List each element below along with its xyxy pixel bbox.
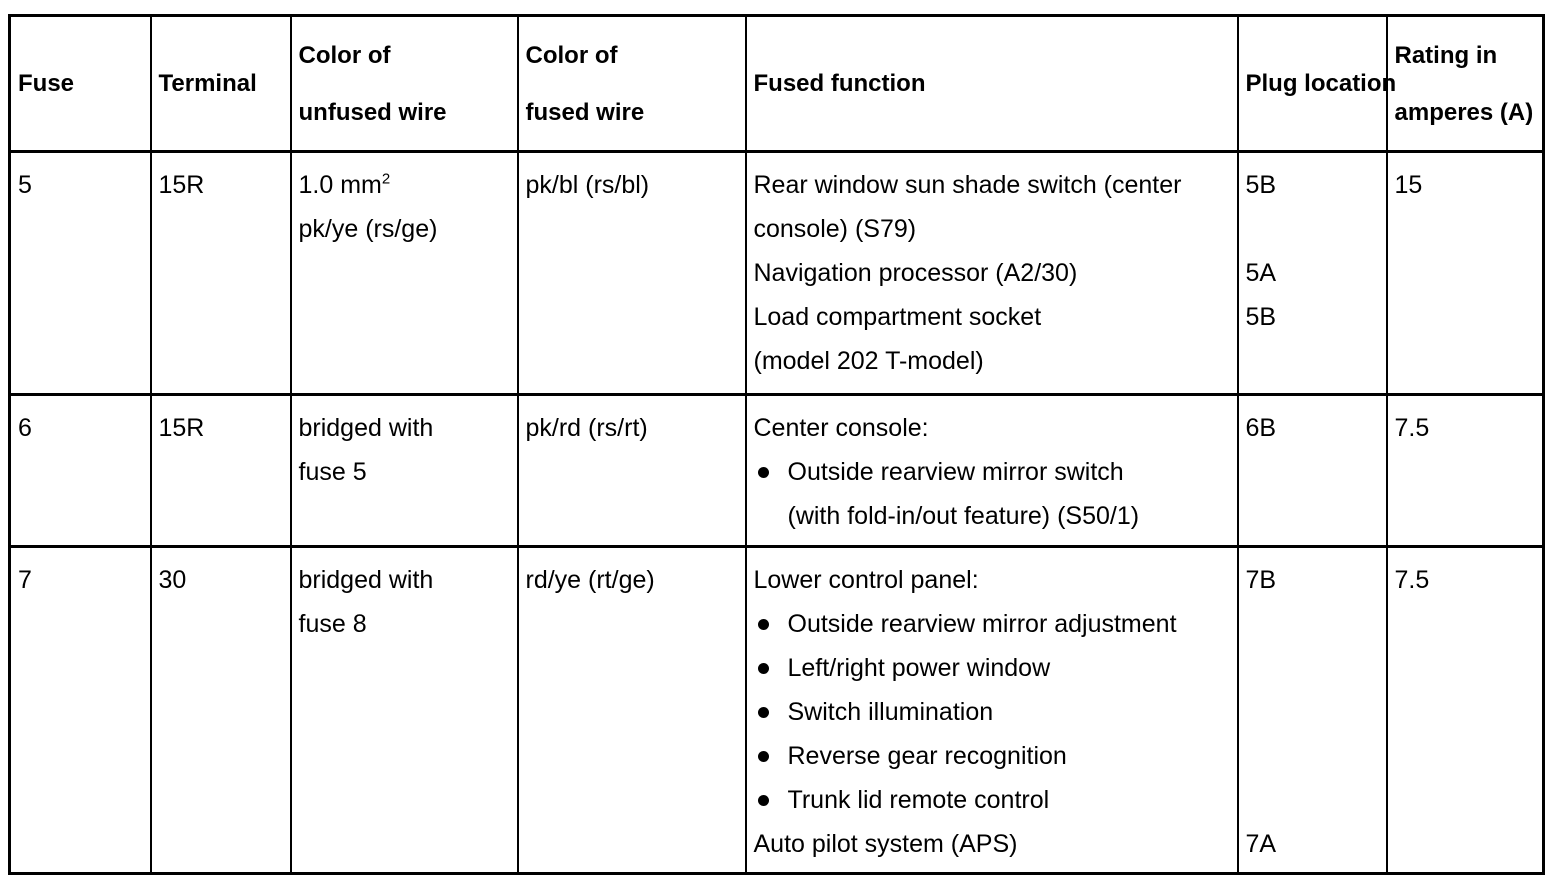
bullet-icon [758, 663, 769, 674]
fused-function: Rear window sun shade switch (center console) (S79) Navigation processor (A2/30) Load compartment socket (model 202 T-model) [746, 152, 1238, 395]
plug-location: 7B 7A [1238, 547, 1387, 874]
function-list [754, 602, 1230, 822]
bullet-icon [758, 795, 769, 806]
bullet-icon [758, 707, 769, 718]
fused-function: Center console: Outside rearview mirror switch (with fold-in/out feature) (S50/1) [746, 395, 1238, 547]
list-item: Switch illumination [754, 690, 1230, 734]
unfused-wire-color: bridged with fuse 8 [291, 547, 518, 874]
list-item: Outside rearview mirror switch [754, 450, 1230, 494]
function-list [754, 450, 1230, 538]
list-item: Outside rearview mirror adjustment [754, 602, 1230, 646]
header-fused-function: Fused function [746, 16, 1238, 152]
list-item: Reverse gear recognition [754, 734, 1230, 778]
list-item: Trunk lid remote control [754, 778, 1230, 822]
table-row [10, 152, 1544, 395]
fused-wire-color: pk/bl (rs/bl) [518, 152, 746, 395]
unfused-wire-color: 1.0 $mm^2$ pk/ye (rs/ge) [291, 152, 518, 395]
table-row [10, 395, 1544, 547]
terminal: 15R [151, 152, 291, 395]
fused-function: Lower control panel: Outside rearview mirror adjustment Left/right power window Switch illumination Reverse gear recognition Trunk lid remote control Auto pilot system (APS) [746, 547, 1238, 874]
terminal: 15R [151, 395, 291, 547]
fuse-number: 7 [10, 547, 151, 874]
list-item-continuation: (with fold-in/out feature) (S50/1) [787, 502, 1140, 530]
rating: 15 [1387, 152, 1544, 395]
fuse-number: 6 [10, 395, 151, 547]
superscript: 2 [381, 170, 391, 188]
header-fuse: Fuse [10, 16, 151, 152]
header-rating: Rating in amperes (A) [1387, 16, 1544, 152]
plug-location: 6B [1238, 395, 1387, 547]
bullet-icon [758, 467, 769, 478]
bullet-icon [758, 619, 769, 630]
table-row [10, 547, 1544, 874]
list-item: Left/right power window [754, 646, 1230, 690]
fuse-table [8, 14, 1545, 875]
unfused-wire-color: bridged with fuse 5 [291, 395, 518, 547]
header-plug-location: Plug location [1238, 16, 1387, 152]
fused-wire-color: rd/ye (rt/ge) [518, 547, 746, 874]
header-row [10, 16, 1544, 152]
header-terminal: Terminal [151, 16, 291, 152]
plug-location: 5B 5A 5B [1238, 152, 1387, 395]
header-fused-wire: Color of fused wire [518, 16, 746, 152]
fuse-number: 5 [10, 152, 151, 395]
bullet-icon [758, 751, 769, 762]
fused-wire-color: pk/rd (rs/rt) [518, 395, 746, 547]
rating: 7.5 [1387, 547, 1544, 874]
terminal: 30 [151, 547, 291, 874]
rating: 7.5 [1387, 395, 1544, 547]
header-unfused-wire: Color of unfused wire [291, 16, 518, 152]
